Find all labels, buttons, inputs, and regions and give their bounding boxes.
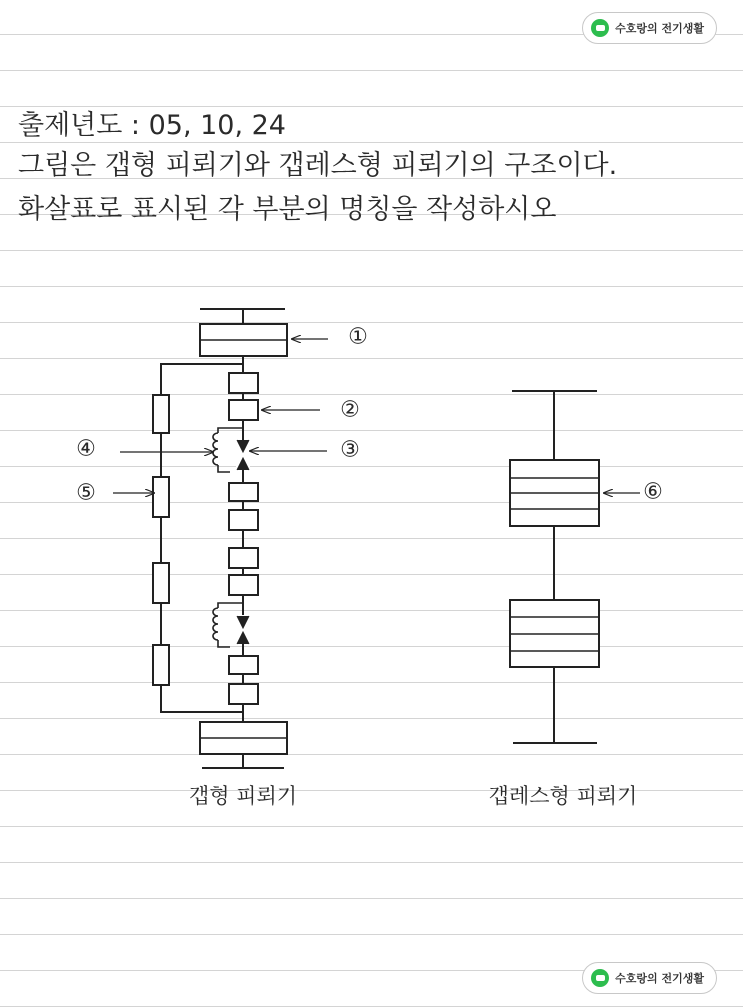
- grading-resistor-4: [153, 645, 169, 685]
- gap-type-arrester: [153, 309, 287, 768]
- marker-1: ①: [348, 324, 368, 350]
- valve-resistor-7: [229, 656, 258, 674]
- marker-4: ④: [76, 436, 96, 462]
- blog-badge-label: 수호랑의 전기생활: [615, 972, 704, 985]
- magnetic-coil-1: [213, 433, 218, 465]
- chat-icon: [591, 969, 609, 987]
- valve-resistor-1: [229, 373, 258, 393]
- gapless-arrester: [510, 391, 599, 743]
- marker-3: ③: [340, 437, 360, 463]
- blog-badge-bottom[interactable]: [582, 962, 717, 994]
- grading-resistor-1: [153, 395, 169, 433]
- grading-resistor-2: [153, 477, 169, 517]
- valve-resistor-2: [229, 400, 258, 420]
- series-gap-unit-2: [213, 603, 250, 647]
- valve-resistor-4: [229, 510, 258, 530]
- valve-resistor-3: [229, 483, 258, 501]
- valve-resistor-5: [229, 548, 258, 568]
- marker-5: ⑤: [76, 480, 96, 506]
- valve-resistor-8: [229, 684, 258, 704]
- gapless-type-caption: 갭레스형 피뢰기: [488, 784, 638, 808]
- series-gap-unit-1: [213, 428, 250, 474]
- question-text-1: 그림은 갭형 피뢰기와 갭레스형 피뢰기의 구조이다.: [18, 150, 618, 181]
- exam-years: 출제년도 : 05, 10, 24: [18, 110, 286, 141]
- valve-resistor-6: [229, 575, 258, 595]
- blog-badge-label: 수호랑의 전기생활: [615, 22, 704, 35]
- gap-type-caption: 갭형 피뢰기: [188, 784, 298, 808]
- magnetic-coil-2: [213, 608, 218, 640]
- marker-2: ②: [340, 397, 360, 423]
- marker-6: ⑥: [643, 479, 663, 505]
- grading-resistor-3: [153, 563, 169, 603]
- question-text-2: 화살표로 표시된 각 부분의 명칭을 작성하시오: [18, 194, 557, 225]
